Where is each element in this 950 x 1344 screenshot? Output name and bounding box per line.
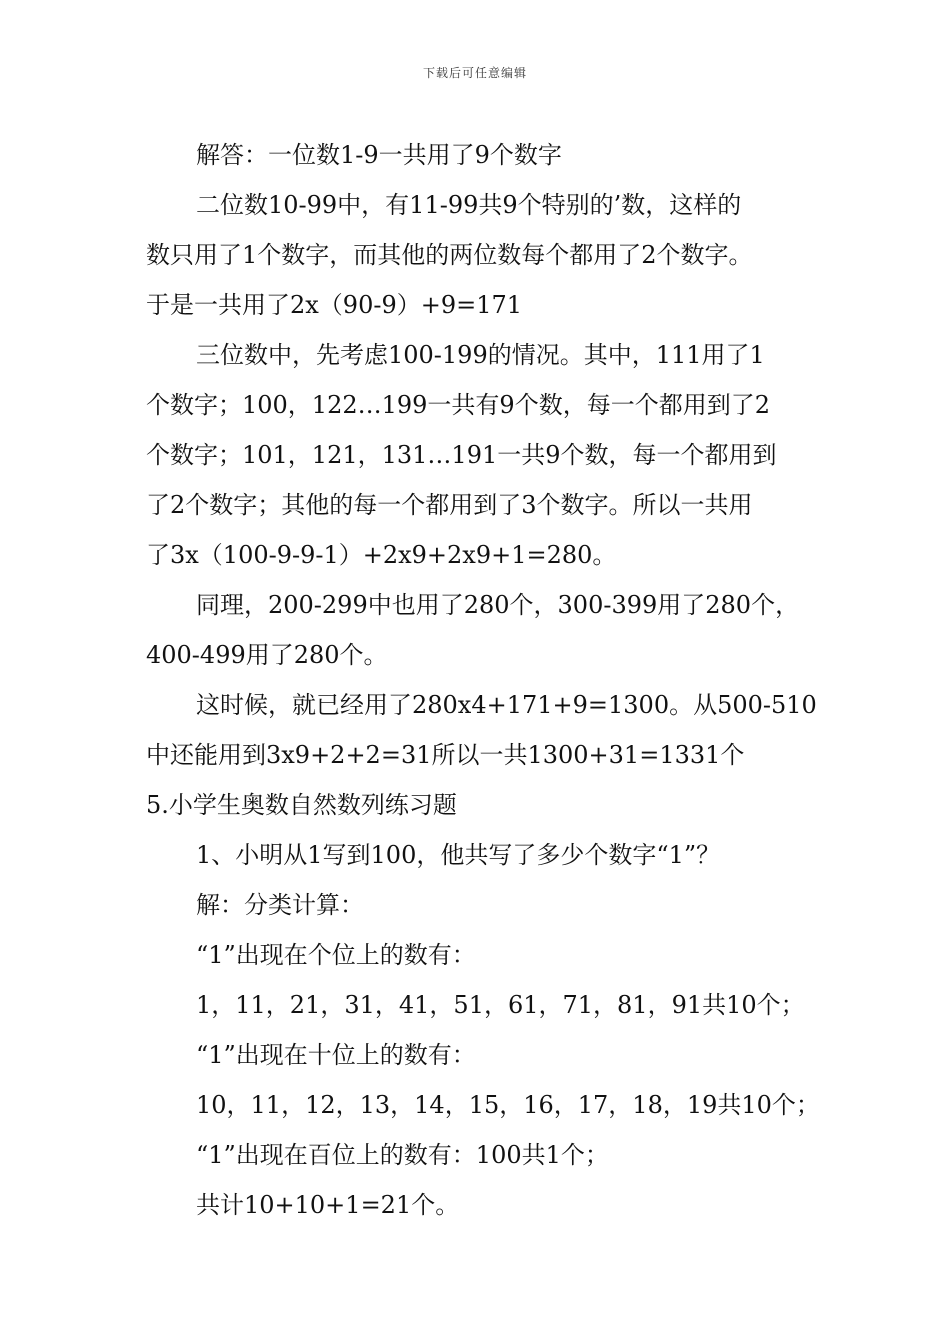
- solution-line-3: “1”出现在十位上的数有：: [196, 1041, 476, 1069]
- document-body: [146, 130, 820, 1230]
- solution-intro: 解：分类计算：: [196, 891, 364, 919]
- answer-line-7: 个数字；101，121，131…191一共9个数，每一个都用到: [146, 441, 777, 469]
- answer-line-2: 二位数10-99中，有11-99共9个特别的’数，这样的: [196, 191, 742, 219]
- section-heading: 5.小学生奥数自然数列练习题: [146, 791, 457, 819]
- question-line: 1、小明从1写到100，他共写了多少个数字“1”？: [196, 841, 721, 869]
- answer-line-11: 400-499用了280个。: [146, 641, 388, 669]
- answer-line-4: 于是一共用了2x（90-9）+9=171: [146, 291, 523, 319]
- answer-line-9: 了3x（100-9-9-1）+2x9+2x9+1=280。: [146, 541, 617, 569]
- answer-line-3: 数只用了1个数字，而其他的两位数每个都用了2个数字。: [146, 241, 753, 269]
- answer-line-5: 三位数中，先考虑100-199的情况。其中，111用了1: [196, 341, 765, 369]
- solution-total: 共计10+10+1=21个。: [196, 1191, 460, 1219]
- answer-line-10: 同理，200-299中也用了280个，300-399用了280个，: [196, 591, 800, 619]
- page-header: 下载后可任意编辑: [422, 66, 527, 80]
- solution-line-2: 1，11，21，31，41，51，61，71，81，91共10个；: [196, 991, 805, 1019]
- answer-line-13: 中还能用到3x9+2+2=31所以一共1300+31=1331个: [146, 741, 745, 769]
- answer-line-6: 个数字；100，122…199一共有9个数，每一个都用到了2: [146, 391, 770, 419]
- answer-line-8: 了2个数字；其他的每一个都用到了3个数字。所以一共用: [146, 491, 753, 519]
- solution-line-5: “1”出现在百位上的数有：100共1个；: [196, 1141, 609, 1169]
- answer-line-1: 解答：一位数1-9一共用了9个数字: [196, 141, 562, 169]
- solution-line-4: 10，11，12，13，14，15，16，17，18，19共10个；: [196, 1091, 820, 1119]
- solution-line-1: “1”出现在个位上的数有：: [196, 941, 476, 969]
- answer-line-12: 这时候，就已经用了280x4+171+9=1300。从500-510: [196, 691, 817, 719]
